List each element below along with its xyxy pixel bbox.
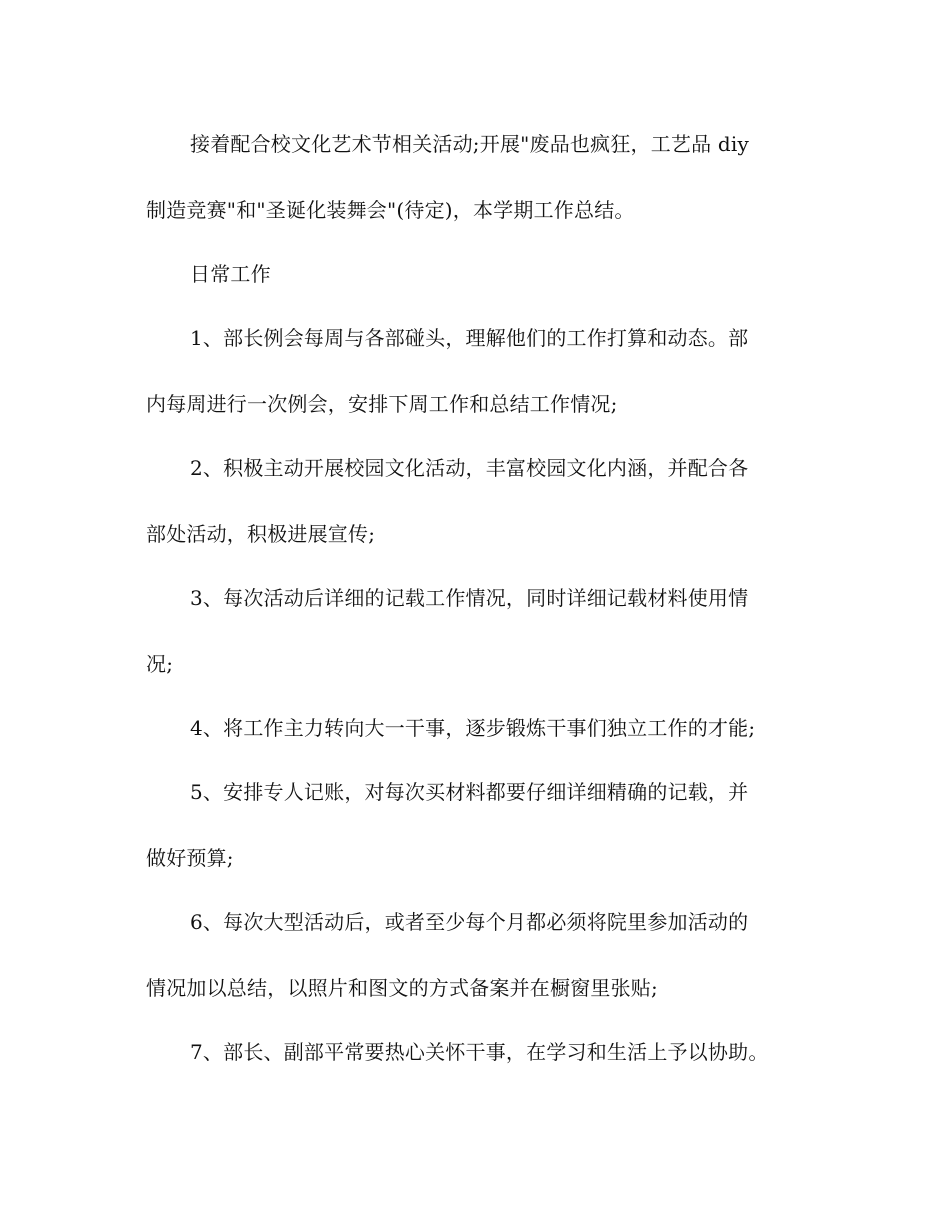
list-item-5-line-1: 5、安排专人记账，对每次买材料都要仔细详细精确的记载，并 [190, 780, 749, 804]
paragraph-gap [146, 426, 806, 446]
paragraph-line: 制造竞赛"和"圣诞化装舞会"(待定)，本学期工作总结。 [146, 198, 635, 222]
line-gap [146, 814, 806, 836]
paragraph-gap [146, 296, 806, 316]
list-item-2-line-2: 部处活动，积极进展宣传; [146, 522, 376, 546]
list-item-2-line-1: 2、积极主动开展校园文化活动，丰富校园文化内涵，并配合各 [190, 456, 749, 480]
paragraph-gap [146, 880, 806, 900]
line-gap [146, 944, 806, 966]
list-item-4-line-1: 4、将工作主力转向大一干事，逐步锻炼干事们独立工作的才能; [190, 716, 756, 740]
section-heading: 日常工作 [190, 262, 271, 286]
paragraph-gap [146, 232, 806, 252]
list-item-7-line-1: 7、部长、副部平常要热心关怀干事，在学习和生活上予以协助。 [190, 1040, 769, 1064]
paragraph-gap [146, 1010, 806, 1030]
document-body [146, 122, 806, 1074]
paragraph-gap [146, 686, 806, 706]
list-item-3-line-2: 况; [146, 652, 174, 676]
paragraph-line: 接着配合校文化艺术节相关活动;开展"废品也疯狂，工艺品 diy [190, 132, 749, 156]
list-item-1-line-1: 1、部长例会每周与各部碰头，理解他们的工作打算和动态。部 [190, 326, 749, 350]
line-gap [146, 490, 806, 512]
line-gap [146, 360, 806, 382]
list-item-1-line-2: 内每周进行一次例会，安排下周工作和总结工作情况; [146, 392, 618, 416]
list-item-5-line-2: 做好预算; [146, 846, 234, 870]
list-item-6-line-2: 情况加以总结，以照片和图文的方式备案并在橱窗里张贴; [146, 976, 658, 1000]
line-gap [146, 166, 806, 188]
paragraph-gap [146, 556, 806, 576]
list-item-6-line-1: 6、每次大型活动后，或者至少每个月都必须将院里参加活动的 [190, 910, 749, 934]
list-item-3-line-1: 3、每次活动后详细的记载工作情况，同时详细记载材料使用情 [190, 586, 749, 610]
line-gap [146, 620, 806, 642]
paragraph-gap [146, 750, 806, 770]
